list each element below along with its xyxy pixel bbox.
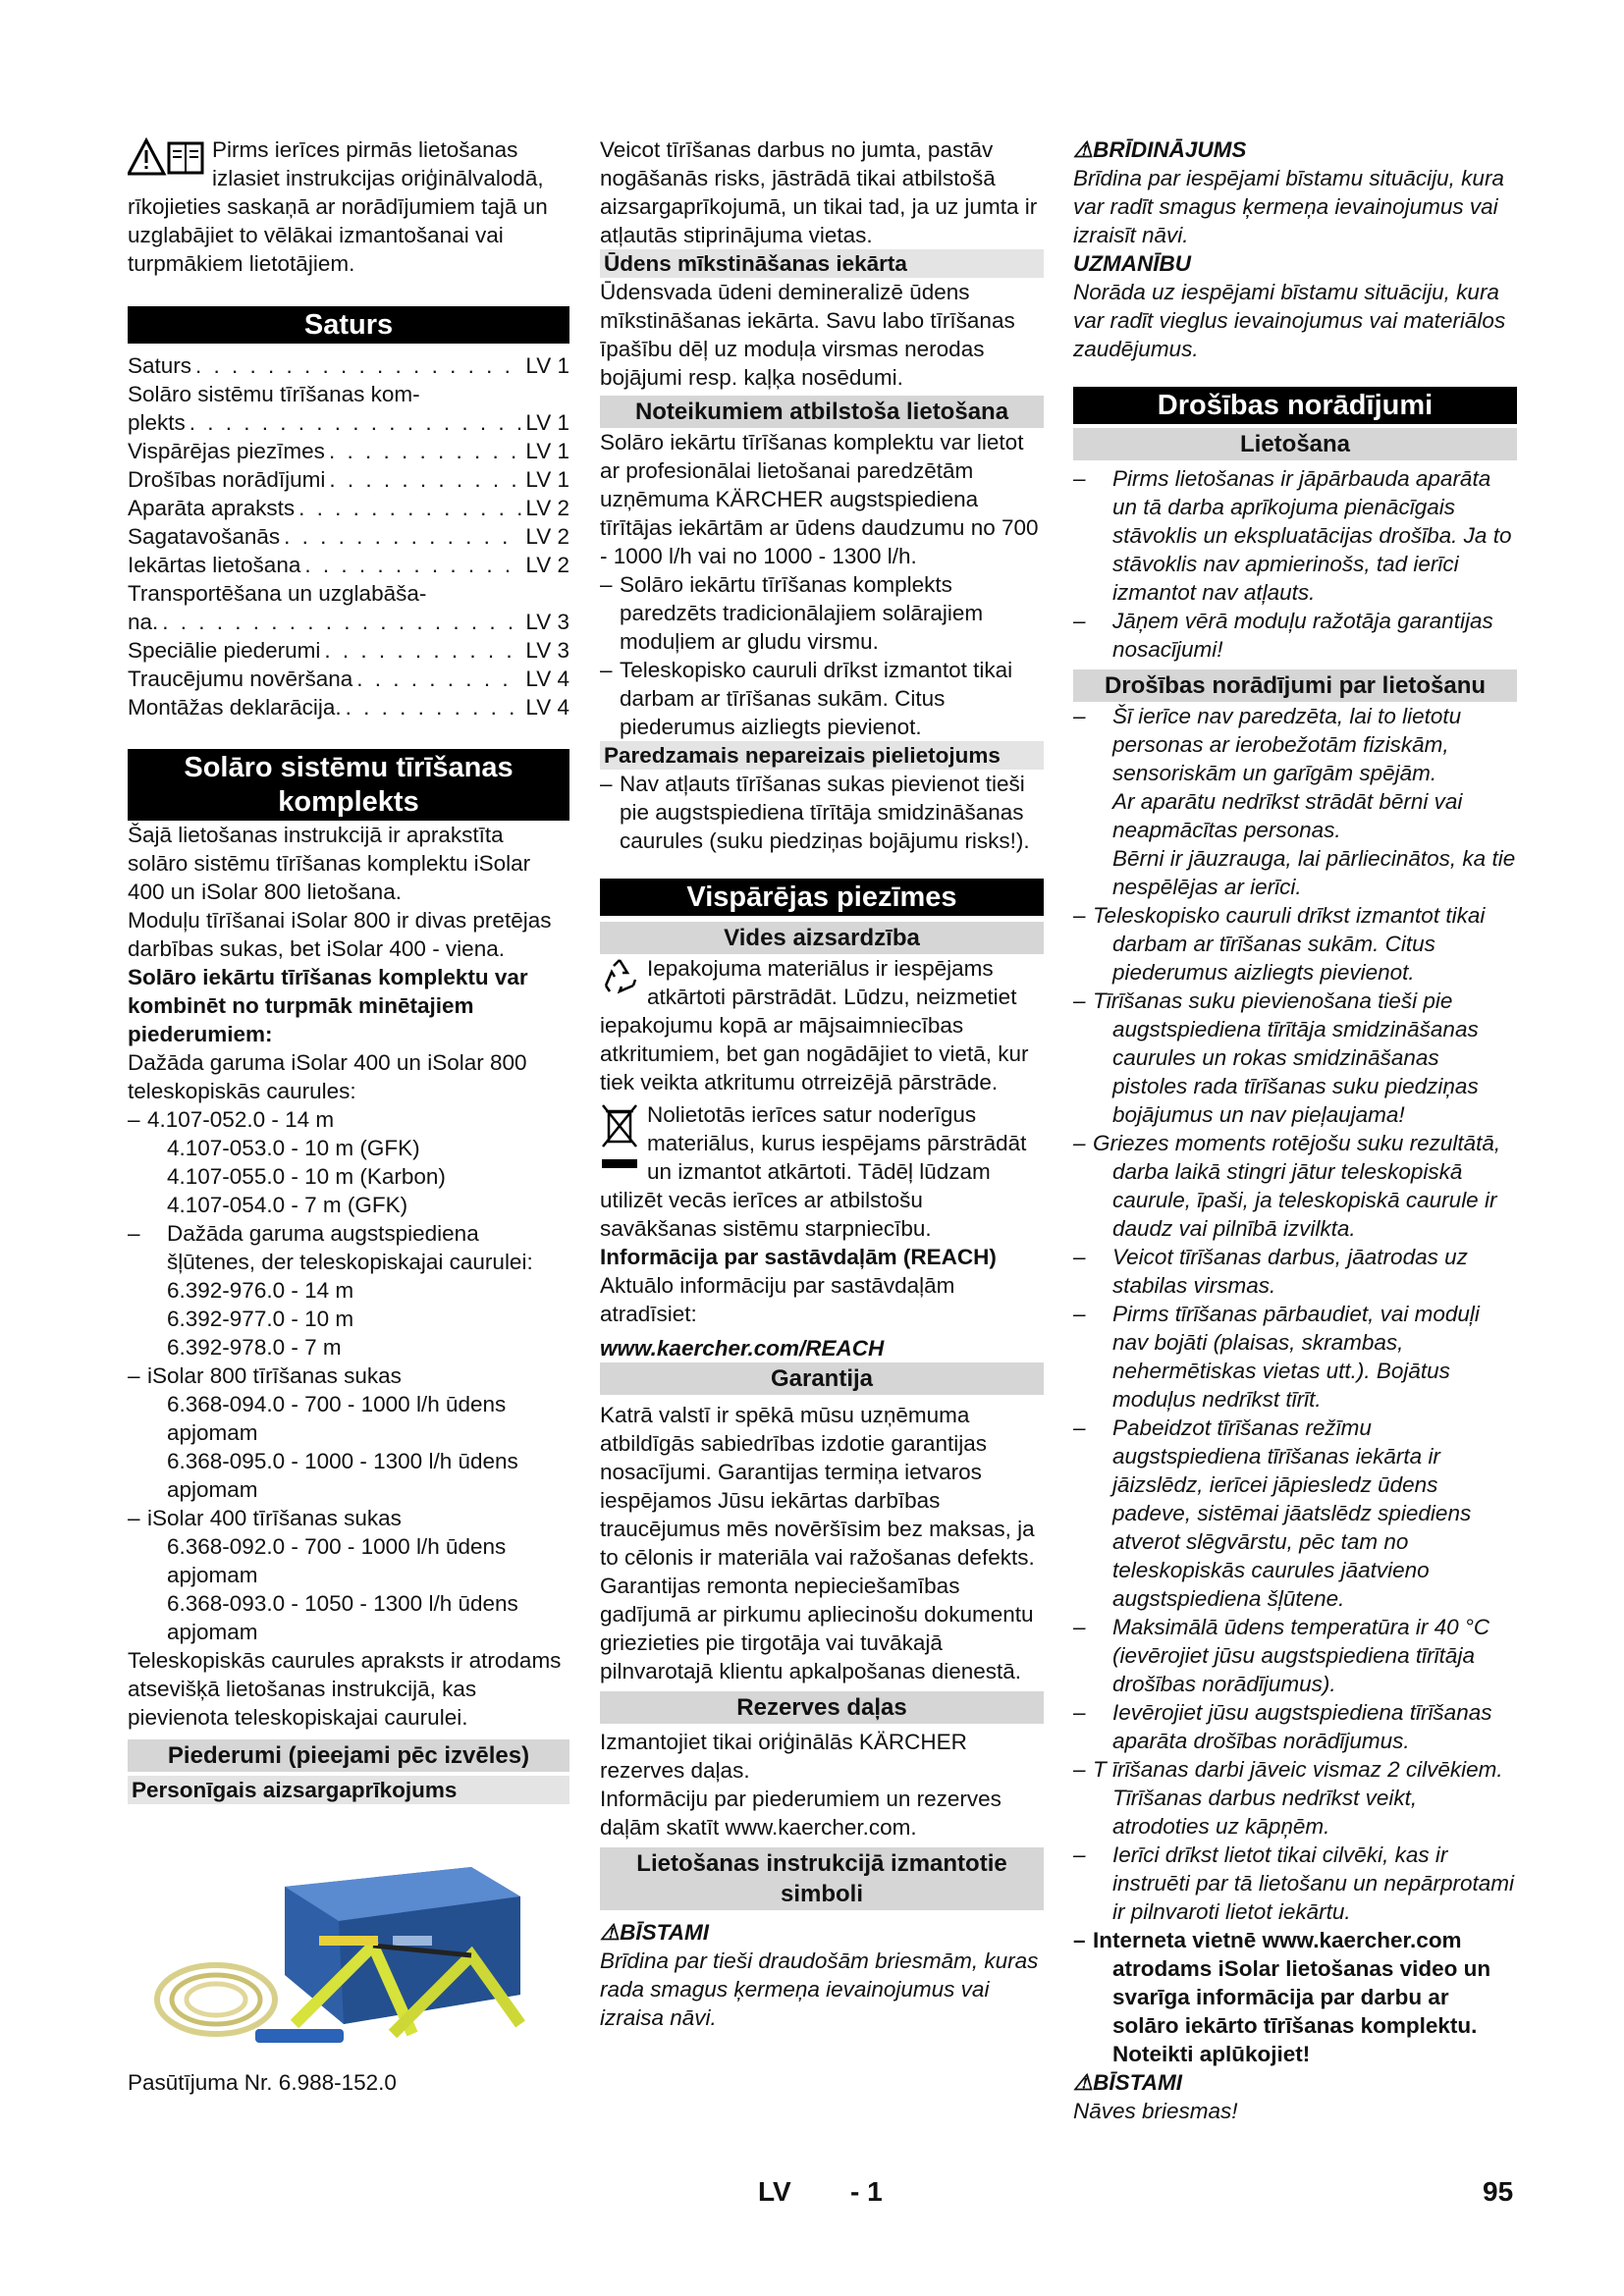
footer-page-number: 95 xyxy=(1483,2176,1514,2207)
recycling-icon xyxy=(600,956,639,1002)
toc-list xyxy=(128,351,569,721)
list-item: – Griezes moments rotējošu suku rezultātā, darba laikā stingri jātur teleskopiskā caurule, īpaši, ja teleskopiskā caurule ir daudz vai pilnībā izvilkta. xyxy=(1073,1131,1501,1241)
intended-use-list xyxy=(600,570,1044,741)
toc-item[interactable] xyxy=(128,636,569,665)
toc-item-page: LV 1 xyxy=(525,410,569,435)
toc-item-page: LV 1 xyxy=(525,467,569,492)
kit-paragraph-4: Teleskopiskās caurules apraksts ir atrodams atsevišķā lietošanas instrukcijā, kas pievienota teleskopiskajai caurulei. xyxy=(128,1648,562,1730)
toc-item[interactable] xyxy=(128,665,569,693)
list-item: – Veicot tīrīšanas darbus, jāatrodas uz stabilas virsmas. xyxy=(1073,1245,1468,1298)
toc-leader xyxy=(356,665,521,693)
list-item: – Maksimālā ūdens temperatūra ir 40 °C (ievērojiet jūsu augstspiediena tīrītāja drošības norādījumus). xyxy=(1073,1615,1490,1696)
usage-list xyxy=(1073,464,1517,664)
list-item: – Dažāda garuma augstspiediena šļūtenes, der teleskopiskajai caurulei: xyxy=(128,1221,533,1274)
toc-item[interactable] xyxy=(128,351,569,380)
list-item: – 4.107-052.0 - 14 m xyxy=(128,1107,335,1132)
environment-title: Vides aizsardzība xyxy=(600,922,1044,954)
intro-paragraph xyxy=(128,135,569,278)
warranty-title: Garantija xyxy=(600,1362,1044,1395)
intended-use-paragraph: Solāro iekārtu tīrīšanas komplektu var lietot ar profesionālai lietošanai paredzētām uzņēmuma KÄRCHER augstspiediena tīrītājas iekārtām ar ūdens daudzumu no 700 - 1000 l/h vai no 1000 - 1300 l/h. xyxy=(600,430,1039,568)
safe-use-continuation-2 xyxy=(1073,1784,1517,1841)
column-middle xyxy=(600,135,1044,2032)
list-item: – Pabeidzot tīrīšanas režīmu augstspiediena tīrīšanas iekārta ir jāizslēdz, ierīcei jāpiesledz ūdens padeve, sistēmai jāatslēdz spiediens atverot slēgvārstu, pēc tam no teleskopiskās caurules jāatvieno augstspiediena šļūtene. xyxy=(1073,1415,1472,1611)
spare-parts-title: Rezerves daļas xyxy=(600,1691,1044,1724)
ppe-kit-photo xyxy=(147,1828,540,2058)
softener-paragraph: Ūdensvada ūdeni demineralizē ūdens mīkstināšanas iekārta. Savu labo tīrīšanas īpašību dēļ uz moduļa virsmas nerodas bojājumi resp. kaļķa nosēdumi. xyxy=(600,280,1015,390)
kit-paragraph-3: Dažāda garuma iSolar 400 un iSolar 800 teleskopiskās caurules: xyxy=(128,1050,527,1103)
toc-item-page: LV 4 xyxy=(525,667,569,691)
hose-sublist xyxy=(128,1276,569,1362)
toc-title: Saturs xyxy=(128,306,569,344)
tube-list xyxy=(128,1105,569,1134)
toc-item-title: Iekārtas lietošana xyxy=(128,553,301,577)
danger-label: ⚠BĪSTAMI xyxy=(600,1920,709,1945)
brush800-list xyxy=(128,1362,569,1390)
list-item: – Ievērojiet jūsu augstspiediena tīrīšanas aparāta drošības norādījumus. xyxy=(1073,1700,1492,1753)
list-item: – Pirms lietošanas ir jāpārbauda aparāta un tā darba aprīkojuma pienācīgais stāvoklis un ekspluatācijas drošība. Ja to stāvoklis nav apmierinošs, tad ierīci izmantot nav atļauts. xyxy=(1073,466,1512,605)
list-item: – Solāro iekārtu tīrīšanas komplekts paredzēts tradicionālajiem solārajiem moduļiem ar gludu virsmu. xyxy=(600,572,984,654)
toc-item-title: na. xyxy=(128,610,159,634)
list-item-continuation: Bērni ir jāuzrauga, lai pārliecinātos, ka tie nespēlējas ar ierīci. xyxy=(1112,846,1516,899)
list-item: – iSolar 400 tīrīšanas sukas xyxy=(128,1506,402,1530)
toc-item-title: Montāžas deklarācija. xyxy=(128,695,342,720)
danger-text: Brīdina par tieši draudošām briesmām, kuras rada smagus ķermeņa ievainojumus vai izraisa nāvi. xyxy=(600,1949,1039,2030)
list-item: – Teleskopisko cauruli drīkst izmantot tikai darbam ar tīrīšanas sukām. Citus piederumus aizliegts pievienot. xyxy=(600,658,1013,739)
order-number: Pasūtījuma Nr. 6.988-152.0 xyxy=(128,2070,397,2095)
tube-sublist xyxy=(128,1134,569,1219)
toc-item-page: LV 2 xyxy=(525,524,569,549)
reach-paragraph: Aktuālo informāciju par sastāvdaļām atradīsiet: xyxy=(600,1273,955,1326)
safe-use-list-5 xyxy=(1073,1841,1517,1926)
misuse-list xyxy=(600,770,1044,855)
toc-item[interactable] xyxy=(128,437,569,465)
brush800-sublist xyxy=(128,1390,569,1504)
toc-leader xyxy=(195,351,521,380)
ppe-title: Personīgais aizsargaprīkojums xyxy=(128,1776,569,1804)
column-left xyxy=(128,135,569,2097)
toc-item[interactable] xyxy=(128,693,569,721)
toc-leader xyxy=(298,494,521,522)
list-item: – Jāņem vērā moduļu ražotāja garantijas nosacījumi! xyxy=(1073,609,1493,662)
web-note-list xyxy=(1073,1926,1517,2068)
kit-section-title: Solāro sistēmu tīrīšanas komplekts xyxy=(128,749,569,821)
intended-use-title: Noteikumiem atbilstoša lietošana xyxy=(600,396,1044,428)
list-item: – iSolar 800 tīrīšanas sukas xyxy=(128,1363,402,1388)
warning-text: Brīdina par iespējami bīstamu situāciju, kura var radīt smagus ķermeņa ievainojumus vai izraisīt nāvi. xyxy=(1073,166,1504,247)
misuse-title: Paredzamais nepareizais pielietojums xyxy=(600,741,1044,770)
list-item: 6.368-093.0 - 1050 - 1300 l/h ūdens apjomam xyxy=(167,1591,518,1644)
footer-page-index: - 1 xyxy=(850,2176,883,2207)
intro-text: Pirms ierīces pirmās lietošanas izlasiet instrukcijas oriģinālvalodā, rīkojieties saskaņā ar norādījumiem tajā un uzglabājiet to vēlākai izmantošanai vai turpmākiem lietotājiem. xyxy=(128,137,548,276)
toc-item[interactable] xyxy=(128,465,569,494)
spare-paragraph-1: Izmantojiet tikai oriģinālās KÄRCHER rezerves daļas. xyxy=(600,1730,967,1783)
toc-item-page: LV 2 xyxy=(525,496,569,520)
roof-paragraph: Veicot tīrīšanas darbus no jumta, pastāv nogāšanās risks, jāstrādā tikai atbilstošā aizsargaprīkojumā, un tikai tad, ja uz jumta ir atļautās stiprinājuma vietas. xyxy=(600,137,1038,247)
toc-item-title: plekts xyxy=(128,410,186,435)
toc-item-title: Vispārējas piezīmes xyxy=(128,439,325,463)
list-item: 4.107-055.0 - 10 m (Karbon) xyxy=(167,1164,446,1189)
list-item: – Interneta vietnē www.kaercher.com atrodams iSolar lietošanas video un svarīga informācija par darbu ar solāro iekārto tīrīšanas komplektu. Noteikti aplūkojiet! xyxy=(1073,1928,1491,2066)
list-item: 6.392-976.0 - 14 m xyxy=(167,1278,354,1303)
general-notes-title: Vispārējas piezīmes xyxy=(600,879,1044,916)
toc-item-title-line: Solāro sistēmu tīrīšanas kom- xyxy=(128,382,420,406)
toc-leader xyxy=(329,437,521,465)
brush400-list xyxy=(128,1504,569,1532)
toc-item-title: Sagatavošanās xyxy=(128,524,281,549)
safe-use-list-2 xyxy=(1073,901,1517,1243)
list-item: – T īrīšanas darbi jāveic vismaz 2 cilvēkiem. xyxy=(1073,1757,1503,1782)
danger2-label: ⚠BĪSTAMI xyxy=(1073,2070,1182,2095)
list-item: 4.107-053.0 - 10 m (GFK) xyxy=(167,1136,420,1160)
caution-label: UZMANĪBU xyxy=(1073,251,1191,276)
toc-item[interactable] xyxy=(128,551,569,579)
list-item: – Nav atļauts tīrīšanas sukas pievienot tieši pie augstspiediena tīrītāja smidzināšanas caurules (suku piedziņas bojājumu risks!). xyxy=(600,772,1030,853)
environment-paragraph-1: Iepakojuma materiālus ir iespējams atkārtoti pārstrādāt. Lūdzu, neizmetiet iepakojumu kopā ar mājsaimniecības atkritumiem, bet gan nogādājiet to vietā, kur tiek veikta atkritumu otrreizējā pārstrāde. xyxy=(600,956,1029,1095)
spare-paragraph-2: Informāciju par piederumiem un rezerves daļām skatīt www.kaercher.com. xyxy=(600,1787,1001,1840)
list-item: – Šī ierīce nav paredzēta, lai to lietotu personas ar ierobežotām fiziskām, sensoriskām un garīgām spējām. xyxy=(1073,704,1462,785)
toc-item-page: LV 1 xyxy=(525,353,569,378)
list-item: 6.368-095.0 - 1000 - 1300 l/h ūdens apjomam xyxy=(167,1449,518,1502)
caution-text: Norāda uz iespējami bīstamu situāciju, kura var radīt vieglus ievainojumus vai materiālos zaudējumus. xyxy=(1073,280,1506,361)
safe-use-continuation xyxy=(1073,787,1517,901)
toc-item-title-line: Transportēšana un uzglabāša- xyxy=(128,581,427,606)
toc-leader xyxy=(284,522,521,551)
toc-item-page: LV 1 xyxy=(525,439,569,463)
list-item-continuation: Tīrīšanas darbus nedrīkst veikt, atrodoties uz kāpņēm. xyxy=(1112,1786,1418,1839)
list-item: 4.107-054.0 - 7 m (GFK) xyxy=(167,1193,408,1217)
toc-item[interactable] xyxy=(128,579,569,636)
footer-language: LV xyxy=(758,2176,791,2207)
crossed-bin-icon xyxy=(600,1102,639,1178)
warning-label: ⚠BRĪDINĀJUMS xyxy=(1073,137,1247,162)
list-item: 6.368-094.0 - 700 - 1000 l/h ūdens apjomam xyxy=(167,1392,507,1445)
toc-item-title: Drošības norādījumi xyxy=(128,467,326,492)
brush400-sublist xyxy=(128,1532,569,1646)
toc-item-page: LV 2 xyxy=(525,553,569,577)
safety-title: Drošības norādījumi xyxy=(1073,387,1517,424)
environment-paragraph-2: Nolietotās ierīces satur noderīgus materiālus, kurus iespējams pārstrādāt un izmantot atkārtoti. Tādēļ lūdzam utilizēt vecās ierīces ar atbilstošu savākšanas sistēmu starpniecību. xyxy=(600,1102,1027,1241)
toc-item-title: Speciālie piederumi xyxy=(128,638,321,663)
hose-list xyxy=(128,1219,569,1276)
warranty-paragraph: Katrā valstī ir spēkā mūsu uzņēmuma atbildīgās sabiedrības izdotie garantijas nosacījumi. Garantijas termiņa ietvaros iespējamos Jūsu iekārtas darbības traucējumus mēs novēršīsim bez maksas, ja to cēlonis ir materiāla vai ražošanas defekts. Garantijas remonta nepieciešamības gadījumā ar pirkumu apliecinošu dokumentu griezieties pie tirgotāja vai tuvākajā pilnvarotajā klientu apkalpošanas dienestā. xyxy=(600,1403,1035,1683)
toc-item-title: Saturs xyxy=(128,353,192,378)
toc-leader xyxy=(189,408,522,437)
warning-triangle-icon: ⚠ xyxy=(600,1920,621,1945)
toc-leader xyxy=(346,693,522,721)
toc-item[interactable] xyxy=(128,380,569,437)
warning-manual-icon xyxy=(128,137,204,184)
toc-item-title: Traucējumu novēršana xyxy=(128,667,353,691)
list-item: – Tīrīšanas suku pievienošana tieši pie augstspiediena tīrītāja smidzināšanas caurules un rokas smidzināšanas pistoles rada tīrīšanas suku piedziņas bojājumus un nav pieļaujama! xyxy=(1073,988,1479,1127)
toc-leader xyxy=(304,551,521,579)
list-item: 6.368-092.0 - 700 - 1000 l/h ūdens apjomam xyxy=(167,1534,507,1587)
toc-item-page: LV 4 xyxy=(525,695,569,720)
toc-item-page: LV 3 xyxy=(525,610,569,634)
warning-triangle-icon: ⚠ xyxy=(1073,137,1094,162)
accessories-title: Piederumi (pieejami pēc izvēles) xyxy=(128,1739,569,1772)
list-item: – Pirms tīrīšanas pārbaudiet, vai moduļi nav bojāti (plaisas, skrambas, nehermētiskas vietas utt.). Bojātus moduļus nedrīkst tīrīt. xyxy=(1073,1302,1480,1412)
softener-title: Ūdens mīkstināšanas iekārta xyxy=(600,249,1044,278)
kit-bold-paragraph: Solāro iekārtu tīrīšanas komplektu var kombinēt no turpmāk minētajiem piederumiem: xyxy=(128,965,528,1046)
list-item: 6.392-978.0 - 7 m xyxy=(167,1335,342,1360)
toc-leader xyxy=(329,465,521,494)
warning-triangle-icon: ⚠ xyxy=(1073,2070,1094,2095)
reach-link[interactable]: www.kaercher.com/REACH xyxy=(600,1336,885,1361)
list-item: – Teleskopisko cauruli drīkst izmantot tikai darbam ar tīrīšanas sukām. Citus piederumus aizliegts pievienot. xyxy=(1073,903,1486,985)
danger2-text: Nāves briesmas! xyxy=(1073,2099,1238,2123)
list-item-continuation: Ar aparātu nedrīkst strādāt bērni vai neapmācītas personas. xyxy=(1112,789,1463,842)
usage-title: Lietošana xyxy=(1073,428,1517,460)
list-item: 6.392-977.0 - 10 m xyxy=(167,1307,354,1331)
safe-use-list-3 xyxy=(1073,1243,1517,1755)
symbols-title: Lietošanas instrukcijā izmantotie simboli xyxy=(600,1847,1044,1910)
reach-bold: Informācija par sastāvdaļām (REACH) xyxy=(600,1245,997,1269)
toc-leader xyxy=(324,636,521,665)
kit-paragraph-1: Šajā lietošanas instrukcijā ir aprakstīta solāro sistēmu tīrīšanas komplektu iSolar 400 un iSolar 800 lietošana. xyxy=(128,823,531,904)
safe-use-title: Drošības norādījumi par lietošanu xyxy=(1073,669,1517,702)
safe-use-list-4 xyxy=(1073,1755,1517,1784)
kit-paragraph-2: Moduļu tīrīšanai iSolar 800 ir divas pretējas darbības sukas, bet iSolar 400 - viena. xyxy=(128,908,552,961)
safe-use-list xyxy=(1073,702,1517,787)
list-item: – Ierīci drīkst lietot tikai cilvēki, kas ir instruēti par tā lietošanu un nepārprotami ir pilnvaroti lietot iekārtu. xyxy=(1073,1842,1514,1924)
column-right xyxy=(1073,135,1517,2125)
toc-item[interactable] xyxy=(128,522,569,551)
toc-leader xyxy=(162,608,521,636)
toc-item-title: Aparāta apraksts xyxy=(128,496,296,520)
toc-item[interactable] xyxy=(128,494,569,522)
toc-item-page: LV 3 xyxy=(525,638,569,663)
